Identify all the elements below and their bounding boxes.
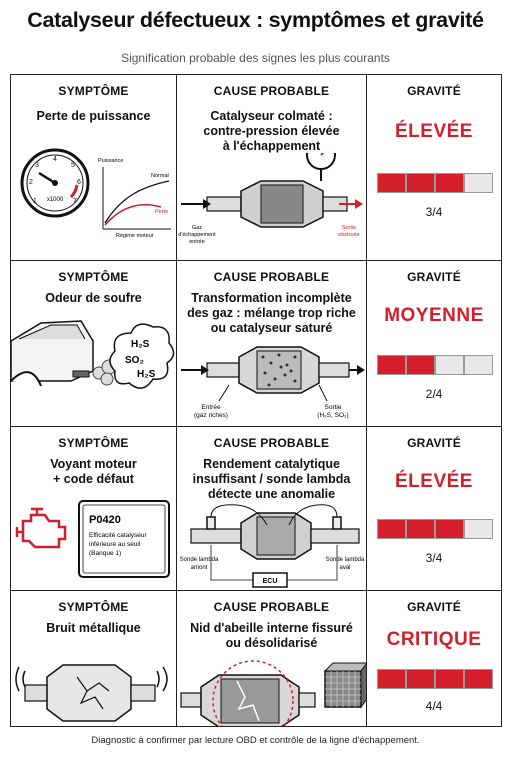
svg-text:Efficacité catalyseur: Efficacité catalyseur [89,532,147,539]
symptom-text: Odeur de soufre [45,291,142,305]
severity-bar [377,173,493,193]
cause-header: CAUSE PROBABLE [213,436,330,450]
svg-text:P0420: P0420 [89,514,121,526]
cause-header: CAUSE PROBABLE [213,270,330,284]
symptom-header: SYMPTÔME [58,270,129,284]
svg-text:7: 7 [73,198,77,205]
cause-text: Nid d'abeille interne fissuré ou désolidarisé [190,621,353,650]
severity-fraction: 2/4 [425,387,443,401]
svg-text:inférieure au seuil: inférieure au seuil [89,541,141,548]
symptom-table [10,74,502,727]
check-engine-illustration [11,495,177,591]
severity-label: MOYENNE [384,305,484,326]
cause-header: CAUSE PROBABLE [213,84,330,98]
svg-text:(Banque 1): (Banque 1) [89,550,122,557]
severity-bar [377,669,493,689]
catalyst-icon [47,665,131,721]
row2-severity-cell [367,261,501,427]
symptom-text: Bruit métallique [46,621,141,635]
footer-note: Diagnostic à confirmer par lecture OBD et contrôle de la ligne d'échappement. [91,735,420,746]
cause-text: Rendement catalytique insuffisant / sonde lambda détecte une anomalie [192,457,351,501]
power-loss-illustration [11,137,177,257]
svg-text:Régime moteur: Régime moteur [116,233,154,239]
svg-text:Sonde lambda: Sonde lambda [325,557,365,563]
cause-text: Catalyseur colmaté : contre-pression élevée à l'échappement [203,109,340,153]
page-title: Catalyseur défectueux : symptômes et gravité [27,8,484,32]
svg-text:Puissance: Puissance [98,158,124,164]
page-subtitle: Signification probable des signes les plus courants [121,51,390,65]
svg-text:x1000: x1000 [46,197,64,203]
row1-symptom-cell [11,75,177,261]
svg-text:Entrée: Entrée [201,404,221,411]
row1-cause-cell [177,75,367,261]
svg-text:amont: amont [190,565,208,571]
fault-code-display [79,501,169,577]
metallic-noise-illustration [11,643,177,726]
svg-text:obstruée: obstruée [338,232,360,238]
lambda-sensor-illustration [177,501,367,591]
row3-severity-cell [367,427,501,591]
svg-text:(gaz riches): (gaz riches) [194,412,228,419]
severity-fraction: 4/4 [425,699,443,713]
svg-text:H₂S: H₂S [131,339,150,350]
severity-fraction: 3/4 [425,551,443,565]
svg-text:entrée: entrée [189,239,205,245]
row4-severity-cell [367,591,501,726]
sulfur-smell-illustration [11,311,177,426]
severity-label: CRITIQUE [386,629,482,650]
svg-text:5: 5 [71,162,75,169]
svg-text:Gaz: Gaz [191,225,203,231]
svg-text:Perte: Perte [155,209,169,215]
svg-text:H₂S: H₂S [137,369,156,380]
symptom-header: SYMPTÔME [58,84,129,98]
severity-label: ÉLEVÉE [395,121,473,142]
row4-cause-cell [177,591,367,726]
symptom-header: SYMPTÔME [58,600,129,614]
row3-cause-cell [177,427,367,591]
honeycomb-block-icon [325,663,367,707]
broken-honeycomb-illustration [177,657,367,726]
lambda-sensor-upstream-icon [207,517,215,529]
severity-bar [377,355,493,375]
svg-text:Sonde lambda: Sonde lambda [179,557,219,563]
check-engine-icon [17,509,65,547]
clogged-catalyst-illustration [177,153,367,261]
svg-text:aval: aval [339,565,351,571]
row4-symptom-cell [11,591,177,726]
severity-label: ÉLEVÉE [395,471,473,492]
svg-text:(H₂S, SO₂): (H₂S, SO₂) [317,412,349,419]
row2-symptom-cell [11,261,177,427]
svg-text:ECU: ECU [262,578,278,585]
svg-text:2: 2 [29,179,33,186]
symptom-text: Voyant moteur + code défaut [50,457,137,486]
lambda-sensor-downstream-icon [333,517,341,529]
saturated-catalyst-illustration [177,341,367,427]
symptom-header: SYMPTÔME [58,436,129,450]
severity-header: GRAVITÉ [407,84,461,98]
svg-text:3: 3 [35,162,39,169]
symptom-text: Perte de puissance [36,109,151,123]
severity-header: GRAVITÉ [407,436,461,450]
svg-text:d'échappement: d'échappement [178,232,216,238]
row2-cause-cell [177,261,367,427]
svg-text:SO₂: SO₂ [125,355,144,366]
cause-header: CAUSE PROBABLE [213,600,330,614]
row3-symptom-cell [11,427,177,591]
svg-text:Normal: Normal [151,173,169,179]
severity-header: GRAVITÉ [407,600,461,614]
svg-text:1: 1 [33,198,37,205]
cause-text: Transformation incomplète des gaz : mélange trop riche ou catalyseur saturé [187,291,356,335]
pressure-gauge-icon [307,153,335,169]
svg-text:6: 6 [77,179,81,186]
svg-text:Sortie: Sortie [324,404,342,411]
svg-text:4: 4 [53,156,57,163]
severity-header: GRAVITÉ [407,270,461,284]
severity-fraction: 3/4 [425,205,443,219]
row1-severity-cell [367,75,501,261]
severity-bar [377,519,493,539]
svg-text:Sortie: Sortie [341,225,357,231]
